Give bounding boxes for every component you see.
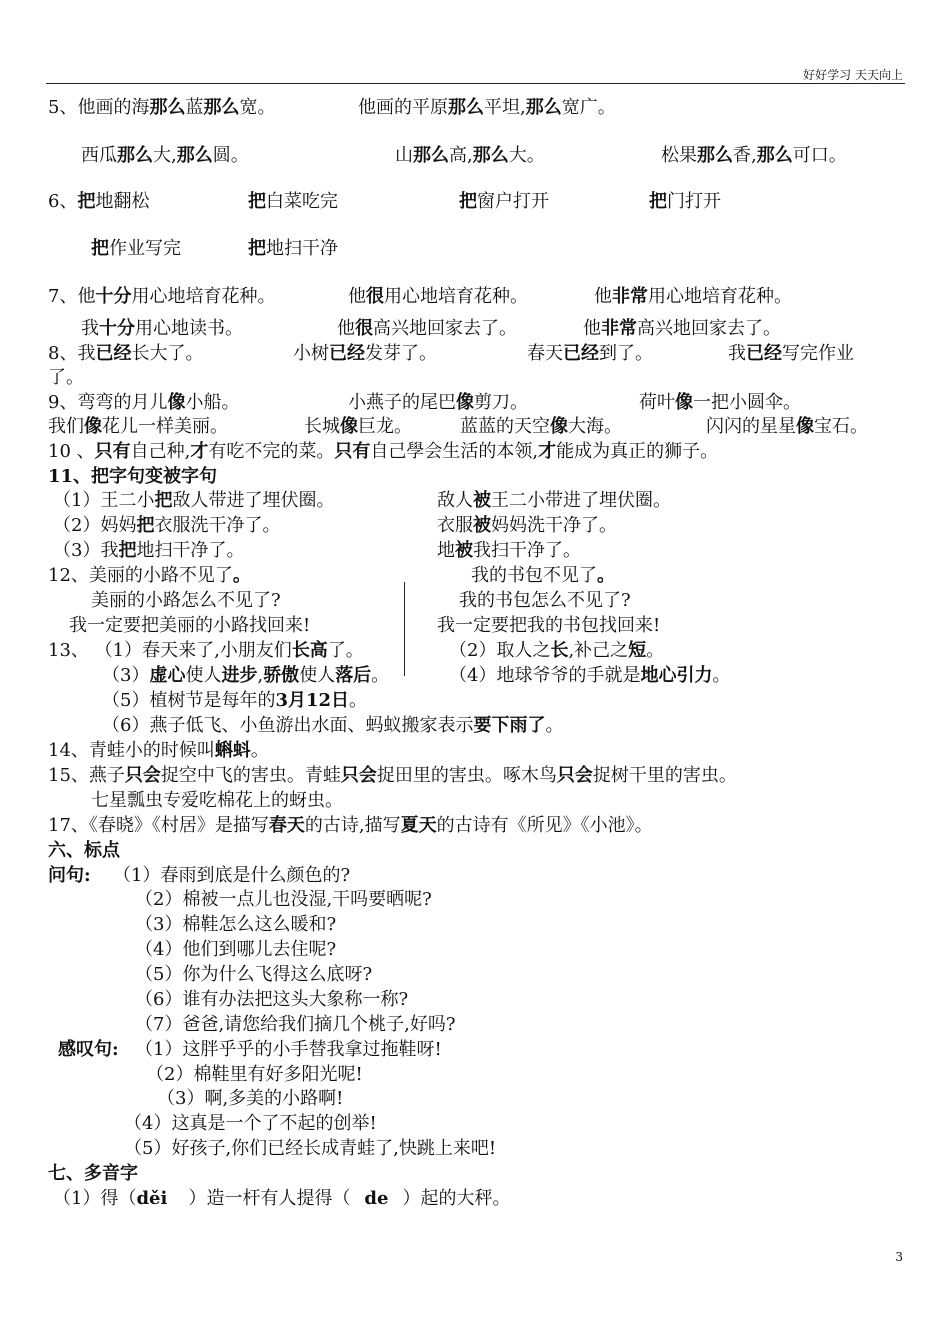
sec6-title: 六、标点 <box>48 840 120 861</box>
s11-row2-b: 衣服被妈妈洗干净了。 <box>437 515 617 536</box>
s5-line-c: 西瓜那么大,那么圆。 <box>81 145 249 166</box>
sec6-exclaim-5: （5）好孩子,你们已经长成青蛙了,快跳上来吧! <box>124 1138 497 1159</box>
sec6-exclaim-1: （1）这胖乎乎的小手替我拿过拖鞋呀! <box>135 1039 442 1060</box>
header-rule <box>46 83 905 84</box>
s11-row1-b: 敌人被王二小带进了埋伏圈。 <box>437 490 671 511</box>
s11-row3-b: 地被我扫干净了。 <box>437 540 581 561</box>
sec7-title: 七、多音字 <box>48 1163 138 1184</box>
sec6-question-2: （2）棉被一点儿也没湿,干吗要晒呢? <box>135 889 432 910</box>
sec6-question-5: （5）你为什么飞得这么底呀? <box>135 964 373 985</box>
s7-line-b: 他很用心地培育花种。 <box>348 286 528 307</box>
s7-line-d: 我十分用心地读书。 <box>81 318 243 339</box>
s5-line-a: 5、他画的海那么蓝那么宽。 <box>48 97 276 118</box>
s13-line-d: （4）地球爷爷的手就是地心引力。 <box>449 665 731 686</box>
page-number: 3 <box>895 1250 903 1264</box>
s9-line-f: 蓝蓝的天空像大海。 <box>460 416 622 437</box>
column-divider <box>404 582 405 676</box>
s13-line-a: 13、 （1）春天来了,小朋友们长高了。 <box>48 640 364 661</box>
sec7-line: （1）得（děi ）造一杆有人提得（ de ）起的大秤。 <box>53 1188 511 1209</box>
s6-item-e: 把作业写完 <box>91 238 181 259</box>
s9-line-e: 长城像巨龙。 <box>304 416 412 437</box>
s12-line-e: 我一定要把美丽的小路找回来! <box>69 615 311 636</box>
s11-row1-a: （1）王二小把敌人带进了埋伏圈。 <box>53 490 335 511</box>
s9-line-a: 9、弯弯的月儿像小船。 <box>48 392 240 413</box>
s7-line-e: 他很高兴地回家去了。 <box>337 318 517 339</box>
s13-line-b: （2）取人之长,补己之短。 <box>449 640 665 661</box>
s15-line-a: 15、燕子只会捉空中飞的害虫。青蛙只会捉田里的害虫。啄木鸟只会捉树干里的害虫。 <box>48 765 737 786</box>
sec6-exclaim-2: （2）棉鞋里有好多阳光呢! <box>146 1064 363 1085</box>
s14-line: 14、青蛙小的时候叫蝌蚪。 <box>48 740 269 761</box>
s5-line-d: 山那么高,那么大。 <box>395 145 545 166</box>
s13-line-e: （5）植树节是每年的3月12日。 <box>102 690 368 711</box>
s17-line: 17、《春晓》《村居》是描写春天的古诗,描写夏天的古诗有《所见》《小池》。 <box>48 815 653 836</box>
s9-line-d: 我们像花儿一样美丽。 <box>48 416 228 437</box>
s7-line-c: 他非常用心地培育花种。 <box>594 286 792 307</box>
s6-item-d: 把门打开 <box>649 191 721 212</box>
s8-line-e: 了。 <box>48 367 84 388</box>
sec6-question-3: （3）棉鞋怎么这么暖和? <box>135 914 337 935</box>
s11-title: 11、把字句变被字句 <box>48 466 218 487</box>
sec6-question-label: 问句: <box>48 865 91 886</box>
s10-line: 10 、只有自己种,才有吃不完的菜。只有自己學会生活的本领,才能成为真正的狮子。 <box>48 441 719 462</box>
s9-line-b: 小燕子的尾巴像剪刀。 <box>348 392 528 413</box>
s13-line-f: （6）燕子低飞、小鱼游出水面、蚂蚁搬家表示要下雨了。 <box>102 715 564 736</box>
page-header: 好好学习 天天向上 <box>803 68 903 82</box>
s12-line-f: 我一定要把我的书包找回来! <box>437 615 661 636</box>
s7-line-a: 7、他十分用心地培育花种。 <box>48 286 276 307</box>
s6-item-a: 6、把地翻松 <box>48 191 150 212</box>
s5-line-b: 他画的平原那么平坦,那么宽广。 <box>358 97 616 118</box>
sec6-exclaim-4: （4）这真是一个了不起的创举! <box>124 1113 377 1134</box>
s13-line-c: （3）虚心使人进步,骄傲使人落后。 <box>102 665 390 686</box>
s8-line-d: 我已经写完作业 <box>728 343 854 364</box>
s7-line-f: 他非常高兴地回家去了。 <box>583 318 781 339</box>
s15-line-b: 七星瓢虫专爱吃棉花上的蚜虫。 <box>91 790 343 811</box>
s9-line-g: 闪闪的星星像宝石。 <box>706 416 868 437</box>
s8-line-c: 春天已经到了。 <box>527 343 653 364</box>
sec6-exclaim-3: （3）啊,多美的小路啊! <box>157 1088 344 1109</box>
s11-row3-a: （3）我把地扫干净了。 <box>53 540 245 561</box>
s9-line-c: 荷叶像一把小圆伞。 <box>639 392 801 413</box>
s6-item-b: 把白菜吃完 <box>248 191 338 212</box>
s12-line-a: 12、美丽的小路不见了。 <box>48 565 251 586</box>
s12-line-d: 我的书包怎么不见了? <box>459 590 631 611</box>
sec6-question-6: （6）谁有办法把这头大象称一称? <box>135 989 409 1010</box>
s5-line-e: 松果那么香,那么可口。 <box>661 145 847 166</box>
s6-item-f: 把地扫干净 <box>248 238 338 259</box>
sec6-question-4: （4）他们到哪儿去住呢? <box>135 939 337 960</box>
s12-line-b: 我的书包不见了。 <box>471 565 615 586</box>
s11-row2-a: （2）妈妈把衣服洗干净了。 <box>53 515 281 536</box>
s12-line-c: 美丽的小路怎么不见了? <box>91 590 281 611</box>
s8-line-a: 8、我已经长大了。 <box>48 343 204 364</box>
s6-item-c: 把窗户打开 <box>459 191 549 212</box>
sec6-exclaim-label: 感叹句: <box>58 1039 119 1060</box>
sec6-question-1: （1）春雨到底是什么颜色的? <box>113 865 351 886</box>
sec6-question-7: （7）爸爸,请您给我们摘几个桃子,好吗? <box>135 1014 456 1035</box>
s8-line-b: 小树已经发芽了。 <box>293 343 437 364</box>
